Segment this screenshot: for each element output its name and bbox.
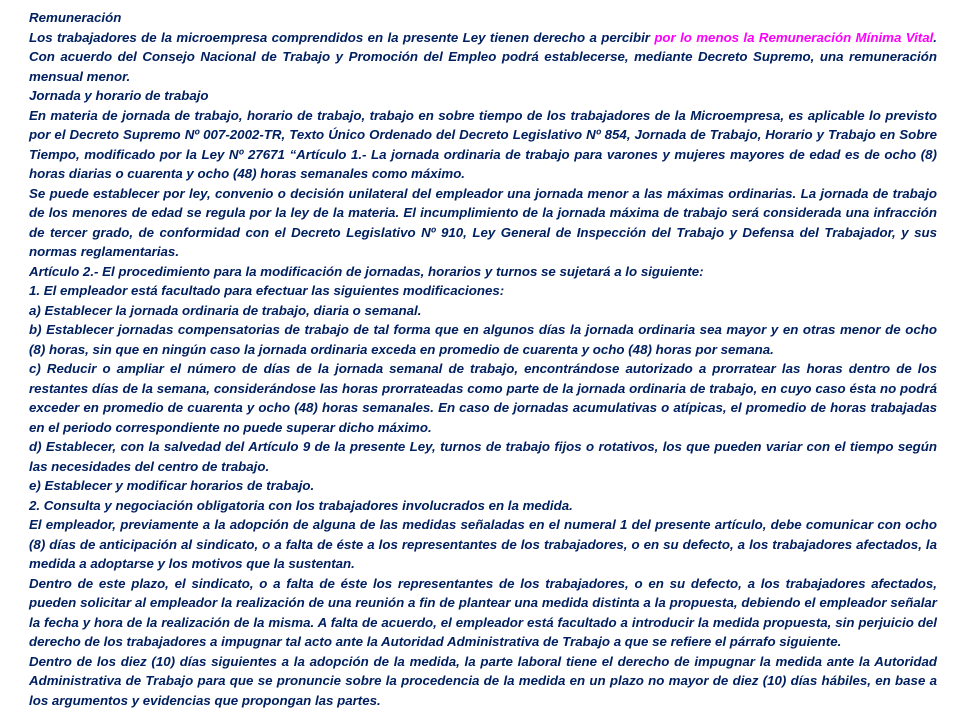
paragraph-plazo: Dentro de este plazo, el sindicato, o a falta de éste los representantes de los trabajadores, o en su defecto, a los trabajadores afectados, pueden solicitar al empleador la realización de una reunión a fin de plantear una medida distinta a la propuesta, debiendo el empleador señalar la fecha y hora de la realización de la misma. A falta de acuerdo, el empleador está facultado a introducir la medida propuesta, sin perjuicio del derecho de los trabajadores a impugnar tal acto ante la Autoridad Administrativa de Trabajo a que se refiere el párrafo siguiente. [29, 575, 937, 649]
paragraph-jornada: En materia de jornada de trabajo, horario de trabajo, trabajo en sobre tiempo de los trabajadores de la Microempresa, es aplicable lo previsto por el Decreto Supremo Nº 007-2002-TR, Texto Único Ordenado del Decreto Legislativo Nº 854, Jornada de Trabajo, Horario y Trabajo en Sobre Tiempo, modificado por la Ley Nº 27671 “Artículo 1.- La jornada ordinaria de trabajo para varones y mujeres mayores de edad es de ocho (8) horas diarias o cuarenta y ocho (48) horas semanales como máximo. [29, 107, 937, 181]
heading-remuneracion: Remuneración [29, 10, 122, 25]
list-item-b: b) Establecer jornadas compensatorias de trabajo de tal forma que en algunos días la jornada ordinaria sea mayor y en otras menor de ocho (8) horas, sin que en ningún caso la jornada ordinaria exceda en promedio de cuarenta y ocho (48) horas por semana. [29, 322, 937, 357]
remuneracion-text-start: Los trabajadores de la microempresa comprendidos en la presente Ley tienen derecho a percibir [29, 29, 655, 45]
list-item-e: e) Establecer y modificar horarios de trabajo. [29, 478, 315, 493]
remuneracion-text-end: . Con acuerdo del Consejo Nacional de Trabajo y Promoción del Empleo podrá establecerse, mediante Decreto Supremo, una remuneración mensual menor. [29, 29, 937, 84]
list-item-2: 2. Consulta y negociación obligatoria con los trabajadores involucrados en la medida. [29, 497, 573, 513]
document-body [29, 8, 937, 710]
paragraph-empleador: El empleador, previamente a la adopción de alguna de las medidas señaladas en el numeral 1 del presente artículo, debe comunicar con ocho (8) días de anticipación al sindicato, o a falta de éste a los representantes de los trabajadores, o en su defecto, a los trabajadores afectados, la medida a adoptarse y los motivos que la sustentan. [29, 517, 937, 571]
list-item-a: a) Establecer la jornada ordinaria de trabajo, diaria o semanal. [29, 302, 422, 318]
list-item-c: c) Reducir o ampliar el número de días de la jornada semanal de trabajo, encontrándose autorizado a prorratear las horas dentro de los restantes días de la semana, considerándose las horas prorrateadas como parte de la jornada ordinaria de trabajo, en cuyo caso ésta no podrá exceder en promedio de cuarenta y ocho (48) horas semanales. En caso de jornadas acumulativas o atípicas, el promedio de horas trabajadas en el periodo correspondiente no puede superar dicho máximo. [29, 361, 937, 435]
list-item-d: d) Establecer, con la salvedad del Artículo 9 de la presente Ley, turnos de trabajo fijos o rotativos, los que pueden variar con el tiempo según las necesidades del centro de trabajo. [29, 439, 937, 474]
list-item-1: 1. El empleador está facultado para efectuar las siguientes modificaciones: [29, 283, 505, 298]
paragraph-articulo-2: Artículo 2.- El procedimiento para la modificación de jornadas, horarios y turnos se sujetará a lo siguiente: [29, 263, 704, 279]
highlighted-remuneracion-minima: por lo menos la Remuneración Mínima Vital [654, 29, 934, 45]
paragraph-diez-dias: Dentro de los diez (10) días siguientes a la adopción de la medida, la parte laboral tiene el derecho de impugnar la medida ante la Autoridad Administrativa de Trabajo para que se pronuncie sobre la procedencia de la medida en un plazo no mayor de diez (10) días hábiles, en base a los argumentos y evidencias que propongan las partes. [29, 653, 937, 708]
heading-jornada: Jornada y horario de trabajo [29, 88, 209, 103]
paragraph-remuneracion [29, 28, 937, 87]
paragraph-ley: Se puede establecer por ley, convenio o decisión unilateral del empleador una jornada menor a las máximas ordinarias. La jornada de trabajo de los menores de edad se regula por la ley de la materia. El incumplimiento de la jornada máxima de trabajo será considerada una infracción de tercer grado, de conformidad con el Decreto Legislativo Nº 910, Ley General de Inspección del Trabajo y Defensa del Trabajador, y sus normas reglamentarias. [29, 185, 937, 259]
